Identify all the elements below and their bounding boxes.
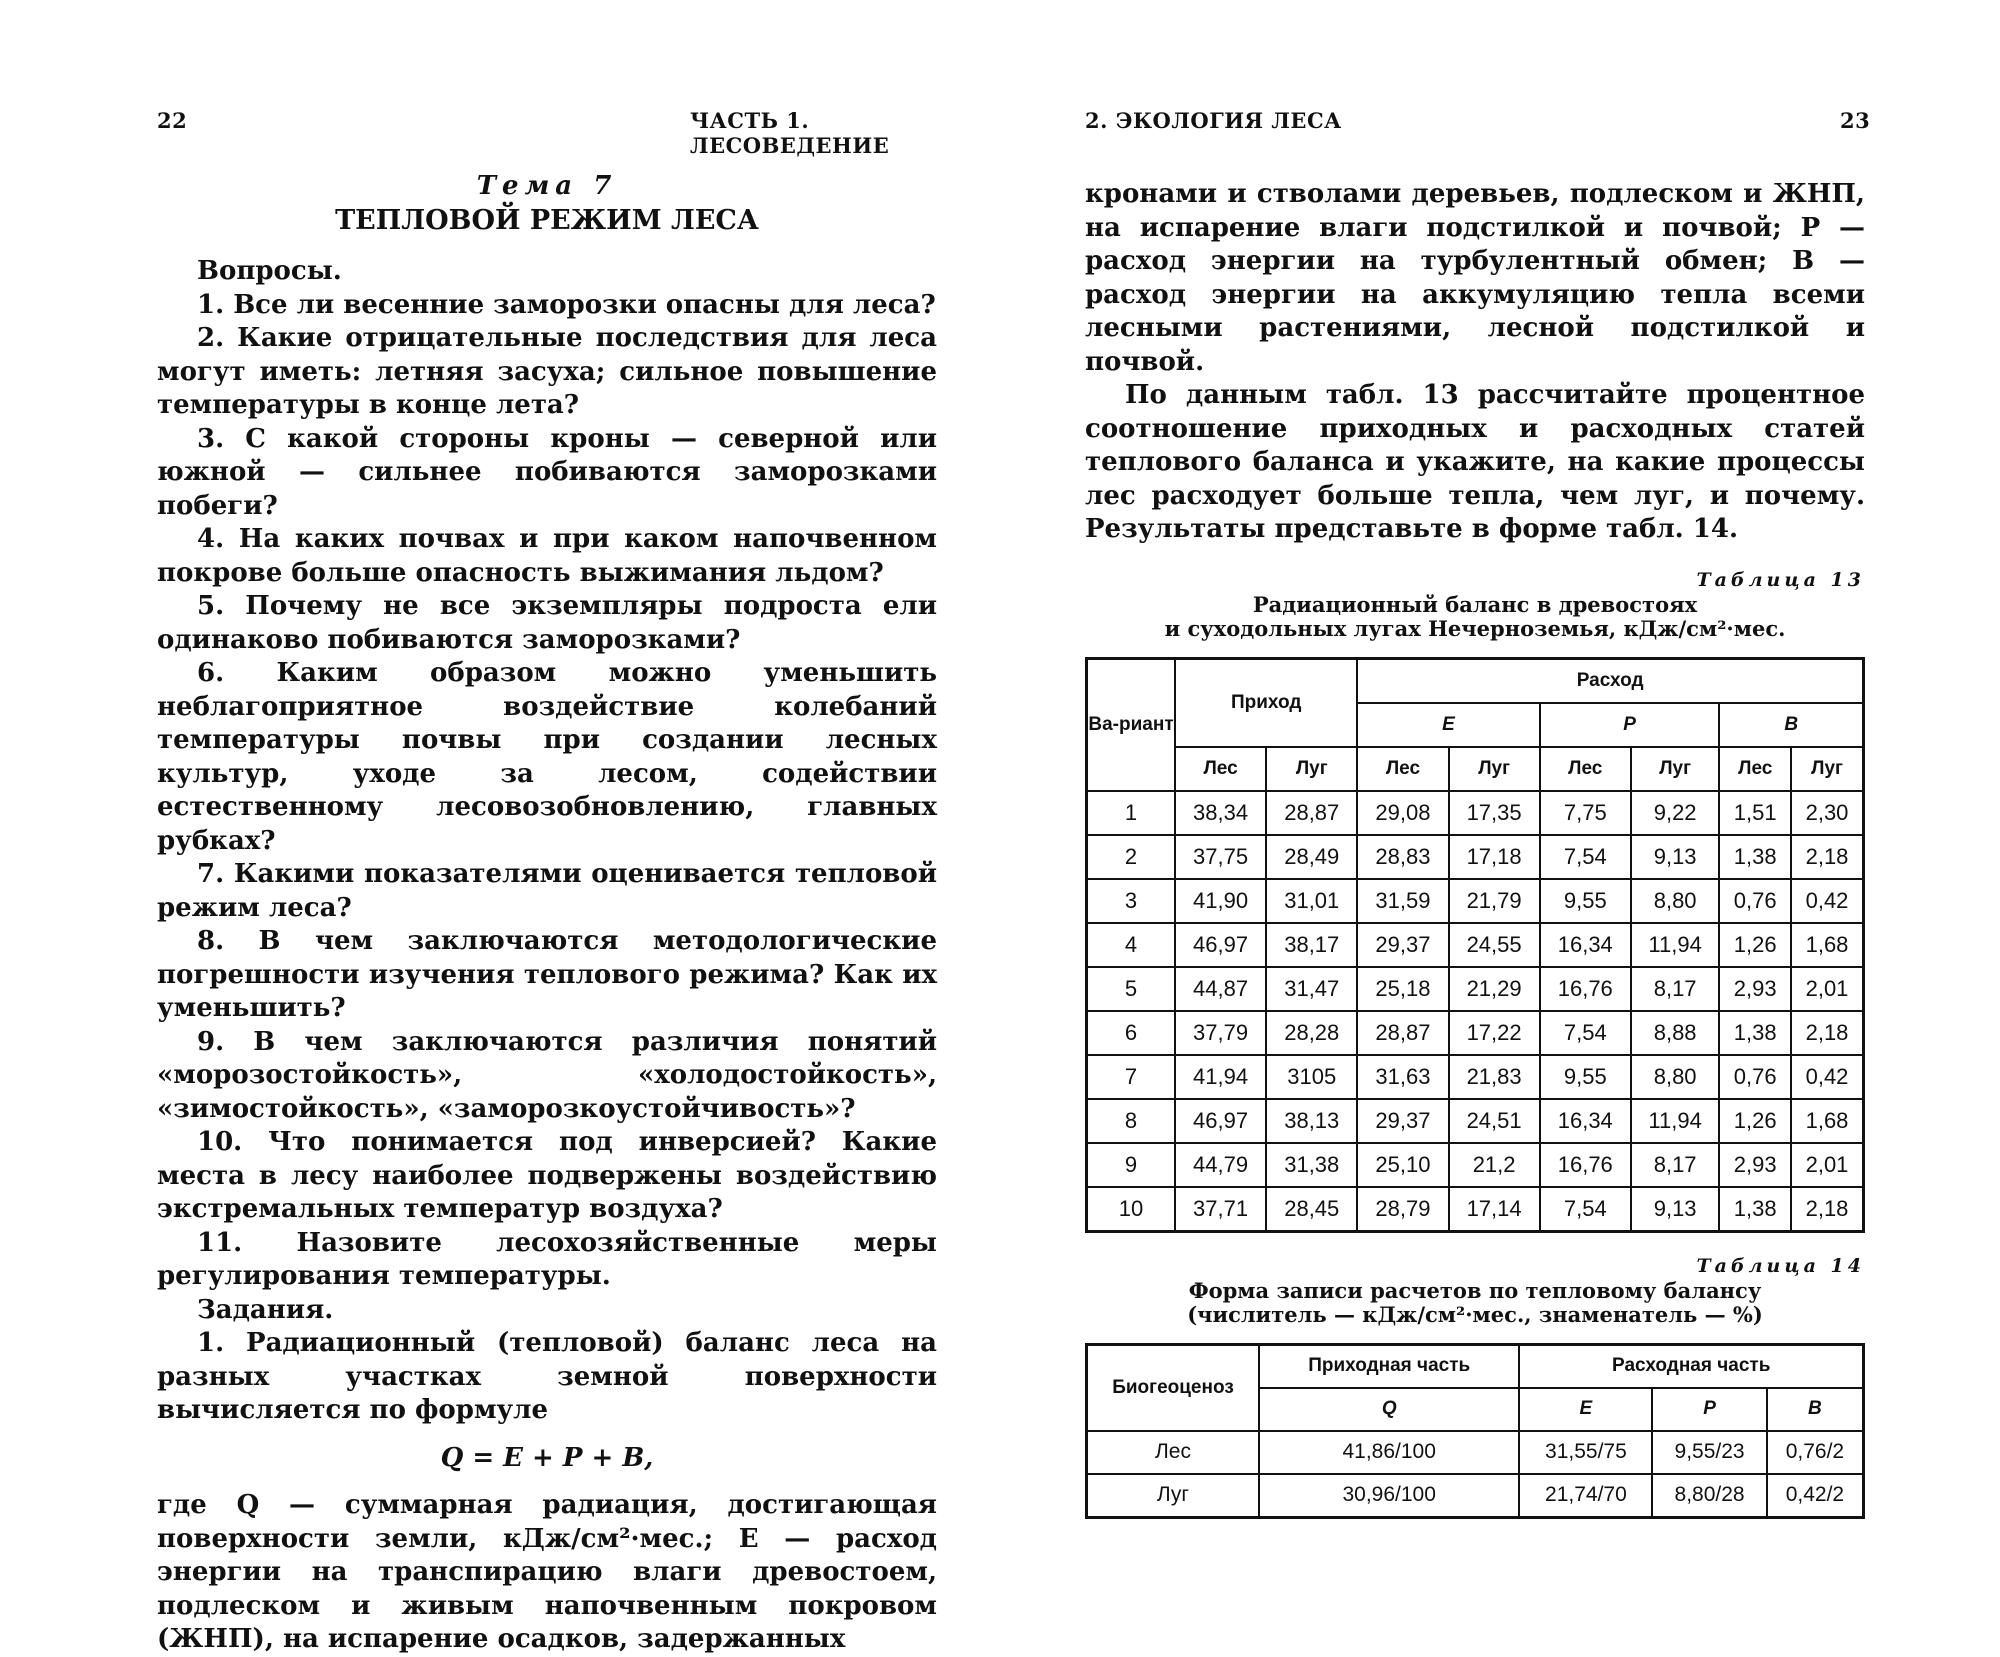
t13-cell-value: 21,29 [1449,967,1540,1011]
t13-cell-value: 31,47 [1266,967,1357,1011]
t13-cell-variant: 9 [1087,1143,1176,1187]
question-item: 2. Какие отрицательные последствия для леса могут иметь: летняя засуха; сильное повышение температуры в конце лета? [157,323,937,420]
t13-cell-value: 38,13 [1266,1099,1357,1143]
t13-cell-value: 1,68 [1791,923,1863,967]
question-item: 1. Все ли весенние заморозки опасны для леса? [197,289,936,320]
t13-cell-value: 17,35 [1449,791,1540,835]
t13-cell-value: 21,79 [1449,879,1540,923]
t13-cell-value: 7,54 [1540,835,1631,879]
t13-cell-variant: 10 [1087,1187,1176,1232]
t13-cell-value: 46,97 [1175,923,1266,967]
t13-cell-value: 9,13 [1631,1187,1720,1232]
t13-cell-value: 1,38 [1719,1011,1791,1055]
t13-row [1087,835,1864,879]
t13-row [1087,1011,1864,1055]
t14-cell-value: 9,55/23 [1652,1431,1766,1474]
t13-cell-variant: 4 [1087,923,1176,967]
t13-cell-value: 1,26 [1719,923,1791,967]
t13-cell-value: 2,18 [1791,1187,1863,1232]
t13-cell-value: 37,75 [1175,835,1266,879]
table14-title-line2: (числитель — кДж/см²·мес., знаменатель — %) [1187,1301,1763,1327]
t14-header-expense: Расходная часть [1519,1344,1863,1388]
t13-subheader-les: Лес [1719,747,1791,791]
t13-row [1087,967,1864,1011]
t13-cell-value: 0,42 [1791,1055,1863,1099]
t13-cell-value: 3105 [1266,1055,1357,1099]
t13-cell-value: 28,49 [1266,835,1357,879]
t13-cell-value: 1,38 [1719,1187,1791,1232]
t13-cell-value: 1,26 [1719,1099,1791,1143]
question-item: 7. Какими показателями оценивается тепловой режим леса? [157,859,937,923]
t13-cell-value: 31,38 [1266,1143,1357,1187]
t13-cell-value: 9,22 [1631,791,1720,835]
t14-cell-value: 0,76/2 [1767,1431,1864,1474]
page-number-right: 23 [1840,108,1871,133]
t13-row [1087,791,1864,835]
t13-cell-value: 16,76 [1540,967,1631,1011]
t13-cell-value: 24,51 [1449,1099,1540,1143]
t13-cell-variant: 1 [1087,791,1176,835]
t13-cell-value: 17,14 [1449,1187,1540,1232]
t13-cell-value: 8,80 [1631,1055,1720,1099]
t14-cell-value: 41,86/100 [1259,1431,1519,1474]
t13-row [1087,923,1864,967]
question-item: 5. Почему не все экземпляры подроста ели одинаково побиваются заморозками? [157,591,937,655]
t14-header-biogeo: Биогеоценоз [1087,1344,1260,1431]
t13-row [1087,1099,1864,1143]
t13-row [1087,1187,1864,1232]
table14-label: Таблица 14 [1696,1254,1865,1277]
continuation-text: кронами и стволами деревьев, подлеском и ЖНП, на испарение влаги подстилкой и почвой; P — расход энергии на турбулентный обмен; B — расход энергии на аккумуляцию тепла всеми лесными растениями, лесной подстилкой и почвой. [1085,179,1865,377]
t13-cell-value: 11,94 [1631,1099,1720,1143]
t14-header-E: E [1519,1388,1652,1431]
t13-cell-value: 38,34 [1175,791,1266,835]
question-item: 9. В чем заключаются различия понятий «морозостойкость», «холодостойкость», «зимостойкость», «заморозкоустойчивость»? [157,1026,937,1124]
t13-header-P: P [1540,703,1720,747]
questions-list [157,289,937,1294]
t13-subheader-les: Лес [1540,747,1631,791]
table13-title-line1: Радиационный баланс в древостоях [1252,591,1698,617]
topic-title: ТЕПЛОВОЙ РЕЖИМ ЛЕСА [335,204,759,236]
t13-cell-value: 29,08 [1357,791,1448,835]
t13-subheader-lug: Луг [1631,747,1720,791]
left-column [157,170,937,1657]
t14-cell-value: 31,55/75 [1519,1431,1652,1474]
t13-cell-variant: 7 [1087,1055,1176,1099]
left-page [0,0,1000,1654]
question-item: 6. Каким образом можно уменьшить неблагоприятное воздействие колебаний температуры почвы при создании лесных культур, уходе за лесом, содействии естественному лесовозобновлению, главных рубках? [157,658,937,856]
table-13 [1085,657,1865,1233]
t14-header-Q: Q [1259,1388,1519,1431]
question-item: 3. С какой стороны кроны — северной или южной — сильнее побиваются заморозками побеги? [157,423,937,521]
t14-cell-value: 21,74/70 [1519,1474,1652,1518]
t13-cell-value: 37,71 [1175,1187,1266,1232]
t13-cell-value: 25,18 [1357,967,1448,1011]
t13-cell-value: 7,75 [1540,791,1631,835]
t13-cell-variant: 2 [1087,835,1176,879]
t13-cell-value: 31,63 [1357,1055,1448,1099]
t13-subheader-lug: Луг [1449,747,1540,791]
t13-cell-value: 17,18 [1449,835,1540,879]
t14-cell-biogeo: Лес [1087,1431,1260,1474]
t13-cell-value: 28,45 [1266,1187,1357,1232]
running-head-right: 2. ЭКОЛОГИЯ ЛЕСА [1085,108,1342,133]
task-1: 1. Радиационный (тепловой) баланс леса на разных участках земной поверхности вычисляется по формуле [157,1328,937,1425]
question-item: 10. Что понимается под инверсией? Какие места в лесу наиболее подвержены воздействию экстремальных температур воздуха? [157,1127,937,1224]
t14-cell-value: 0,42/2 [1767,1474,1864,1518]
table14-title [1085,1279,1865,1327]
t13-cell-value: 0,76 [1719,1055,1791,1099]
t13-cell-value: 29,37 [1357,923,1448,967]
t13-cell-value: 44,79 [1175,1143,1266,1187]
t13-cell-value: 1,51 [1719,791,1791,835]
t13-cell-value: 7,54 [1540,1011,1631,1055]
running-head-left: ЧАСТЬ 1. ЛЕСОВЕДЕНИЕ [690,108,890,158]
formula-explanation: где Q — суммарная радиация, достигающая поверхности земли, кДж/см²·мес.; E — расход энергии на транспирацию влаги древостоем, подлеском и живым напочвенным покровом (ЖНП), на испарение осадков, задержанных [157,1490,937,1654]
formula: Q = E + P + B, [440,1442,654,1473]
t13-cell-value: 16,34 [1540,1099,1631,1143]
t13-header-E: E [1357,703,1539,747]
topic-label: Тема 7 [476,171,618,201]
question-item: 8. В чем заключаются методологические погрешности изучения теплового режима? Как их уменьшить? [157,926,937,1023]
t14-cell-value: 30,96/100 [1259,1474,1519,1518]
question-item: 11. Назовите лесохозяйственные меры регулирования температуры. [157,1227,937,1291]
t13-cell-value: 31,59 [1357,879,1448,923]
t13-subheader-les: Лес [1357,747,1448,791]
t13-cell-value: 28,79 [1357,1187,1448,1232]
t13-cell-value: 16,76 [1540,1143,1631,1187]
t13-cell-value: 28,83 [1357,835,1448,879]
table14-title-line1: Форма записи расчетов по тепловому балансу [1188,1277,1762,1303]
t13-cell-value: 29,37 [1357,1099,1448,1143]
table13-label: Таблица 13 [1696,568,1865,591]
t14-cell-biogeo: Луг [1087,1474,1260,1518]
t13-cell-variant: 5 [1087,967,1176,1011]
t13-row [1087,879,1864,923]
t13-cell-variant: 3 [1087,879,1176,923]
t13-cell-value: 37,79 [1175,1011,1266,1055]
t13-cell-variant: 8 [1087,1099,1176,1143]
t13-cell-value: 0,42 [1791,879,1863,923]
t13-cell-value: 2,01 [1791,967,1863,1011]
t13-row [1087,1055,1864,1099]
t13-header-expense: Расход [1357,658,1863,703]
t13-cell-value: 1,68 [1791,1099,1863,1143]
t13-row [1087,1143,1864,1187]
t14-row [1087,1474,1864,1518]
t13-cell-value: 28,87 [1266,791,1357,835]
t13-cell-value: 28,28 [1266,1011,1357,1055]
t13-cell-value: 38,17 [1266,923,1357,967]
t13-cell-value: 17,22 [1449,1011,1540,1055]
t13-header-income: Приход [1175,658,1357,747]
right-column [1085,178,1865,1519]
questions-heading: Вопросы. [197,256,342,286]
question-item: 4. На каких почвах и при каком напочвенном покрове больше опасность выжимания льдом? [157,524,937,588]
t13-subheader-les: Лес [1175,747,1266,791]
t13-cell-value: 1,38 [1719,835,1791,879]
t13-subheader-lug: Луг [1791,747,1863,791]
table13-title-line2: и суходольных лугах Нечерноземья, кДж/см²·мес. [1164,615,1786,641]
t14-header-B: B [1767,1388,1864,1431]
t14-row [1087,1431,1864,1474]
t13-cell-value: 2,30 [1791,791,1863,835]
t14-cell-value: 8,80/28 [1652,1474,1766,1518]
t13-cell-value: 0,76 [1719,879,1791,923]
page-number-left: 22 [157,108,188,133]
t13-cell-value: 41,90 [1175,879,1266,923]
t13-cell-value: 9,55 [1540,1055,1631,1099]
t13-cell-value: 44,87 [1175,967,1266,1011]
t13-cell-value: 41,94 [1175,1055,1266,1099]
t13-cell-value: 8,17 [1631,1143,1720,1187]
t13-cell-value: 46,97 [1175,1099,1266,1143]
t13-cell-value: 7,54 [1540,1187,1631,1232]
t13-cell-value: 2,18 [1791,835,1863,879]
t13-cell-value: 11,94 [1631,923,1720,967]
t13-cell-value: 9,55 [1540,879,1631,923]
t13-cell-variant: 6 [1087,1011,1176,1055]
t13-cell-value: 2,93 [1719,967,1791,1011]
t13-cell-value: 31,01 [1266,879,1357,923]
instruction-text: По данным табл. 13 рассчитайте процентное соотношение приходных и расходных статей теплового баланса и укажите, на какие процессы лес расходует больше тепла, чем луг, и почему. Результаты представьте в форме табл. 14. [1085,380,1865,544]
t13-cell-value: 2,01 [1791,1143,1863,1187]
t14-header-P: P [1652,1388,1766,1431]
t13-cell-value: 9,13 [1631,835,1720,879]
table-14 [1085,1343,1865,1519]
t13-cell-value: 2,93 [1719,1143,1791,1187]
tasks-heading: Задания. [197,1294,334,1325]
t13-cell-value: 8,80 [1631,879,1720,923]
t13-cell-value: 24,55 [1449,923,1540,967]
t13-cell-value: 8,88 [1631,1011,1720,1055]
t13-cell-value: 2,18 [1791,1011,1863,1055]
t13-subheader-lug: Луг [1266,747,1357,791]
t13-cell-value: 8,17 [1631,967,1720,1011]
t13-header-variant: Ва-риант [1087,658,1176,791]
t13-cell-value: 25,10 [1357,1143,1448,1187]
table13-title [1085,593,1865,641]
t13-cell-value: 21,2 [1449,1143,1540,1187]
t13-cell-value: 28,87 [1357,1011,1448,1055]
t13-header-B: B [1719,703,1863,747]
t13-cell-value: 21,83 [1449,1055,1540,1099]
t14-header-income: Приходная часть [1259,1344,1519,1388]
right-page [1000,0,2000,1572]
t13-cell-value: 16,34 [1540,923,1631,967]
